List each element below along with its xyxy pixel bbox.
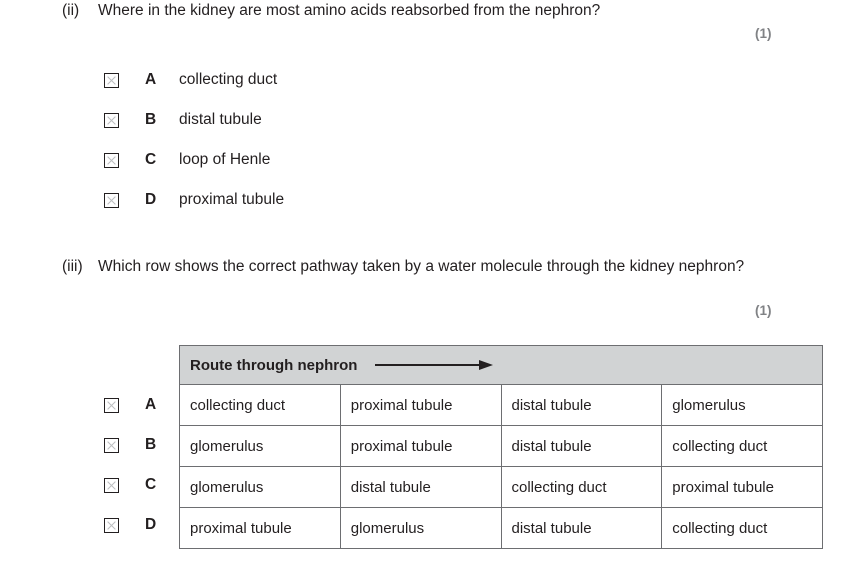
table-row-selectors (104, 345, 179, 549)
checkbox-icon[interactable] (104, 153, 119, 168)
option-label: distal tubule (179, 111, 262, 128)
checkbox-icon[interactable] (104, 518, 119, 533)
option-letter: A (145, 396, 157, 413)
table-cell: collecting duct (662, 426, 823, 467)
option-letter: C (145, 151, 157, 168)
table-option-row[interactable] (104, 505, 179, 545)
question-ii-options (104, 60, 284, 220)
option-label: collecting duct (179, 71, 278, 88)
checkbox-icon[interactable] (104, 478, 119, 493)
table-cell: glomerulus (662, 385, 823, 426)
option-label: loop of Henle (179, 151, 271, 168)
option-letter: A (145, 71, 157, 88)
question-ii-number: (ii) (62, 2, 80, 19)
option-letter: B (145, 436, 157, 453)
option-row[interactable] (104, 140, 284, 180)
question-iii-heading (62, 256, 822, 278)
table-option-row[interactable] (104, 465, 179, 505)
option-letter: B (145, 111, 157, 128)
table-row[interactable] (180, 467, 823, 508)
route-table (179, 345, 823, 549)
table-cell: glomerulus (340, 508, 501, 549)
table-row[interactable] (180, 385, 823, 426)
table-option-row[interactable] (104, 425, 179, 465)
table-cell: proximal tubule (662, 467, 823, 508)
table-row[interactable] (180, 426, 823, 467)
question-iii-table-block (104, 345, 823, 549)
table-cell: distal tubule (501, 426, 662, 467)
checkbox-icon[interactable] (104, 193, 119, 208)
question-ii-text: Where in the kidney are most amino acids reabsorbed from the nephron? (98, 2, 601, 19)
table-header-row (180, 346, 823, 385)
question-iii-marks: (1) (755, 303, 772, 318)
option-letter: D (145, 191, 157, 208)
option-row[interactable] (104, 100, 284, 140)
right-arrow-icon (375, 359, 495, 371)
checkbox-icon[interactable] (104, 398, 119, 413)
table-cell: proximal tubule (340, 385, 501, 426)
option-letter: D (145, 516, 157, 533)
question-ii-marks: (1) (755, 26, 772, 41)
table-cell: distal tubule (340, 467, 501, 508)
checkbox-icon[interactable] (104, 73, 119, 88)
checkbox-icon[interactable] (104, 113, 119, 128)
table-cell: glomerulus (180, 426, 341, 467)
table-cell: distal tubule (501, 385, 662, 426)
gutter-header-spacer (104, 345, 179, 385)
table-header-cell (180, 346, 823, 385)
table-cell: distal tubule (501, 508, 662, 549)
option-row[interactable] (104, 60, 284, 100)
table-cell: proximal tubule (180, 508, 341, 549)
table-cell: proximal tubule (340, 426, 501, 467)
question-ii-block (62, 0, 842, 22)
table-cell: glomerulus (180, 467, 341, 508)
question-iii-number: (iii) (62, 258, 83, 275)
table-row[interactable] (180, 508, 823, 549)
question-iii-block (62, 256, 822, 278)
question-iii-text: Which row shows the correct pathway taken by a water molecule through the kidney nephron? (98, 258, 745, 275)
option-letter: C (145, 476, 157, 493)
table-cell: collecting duct (662, 508, 823, 549)
question-ii-heading (62, 0, 842, 22)
option-row[interactable] (104, 180, 284, 220)
option-label: proximal tubule (179, 191, 285, 208)
checkbox-icon[interactable] (104, 438, 119, 453)
table-cell: collecting duct (501, 467, 662, 508)
table-header-label: Route through nephron (190, 356, 358, 374)
table-cell: collecting duct (180, 385, 341, 426)
table-option-row[interactable] (104, 385, 179, 425)
